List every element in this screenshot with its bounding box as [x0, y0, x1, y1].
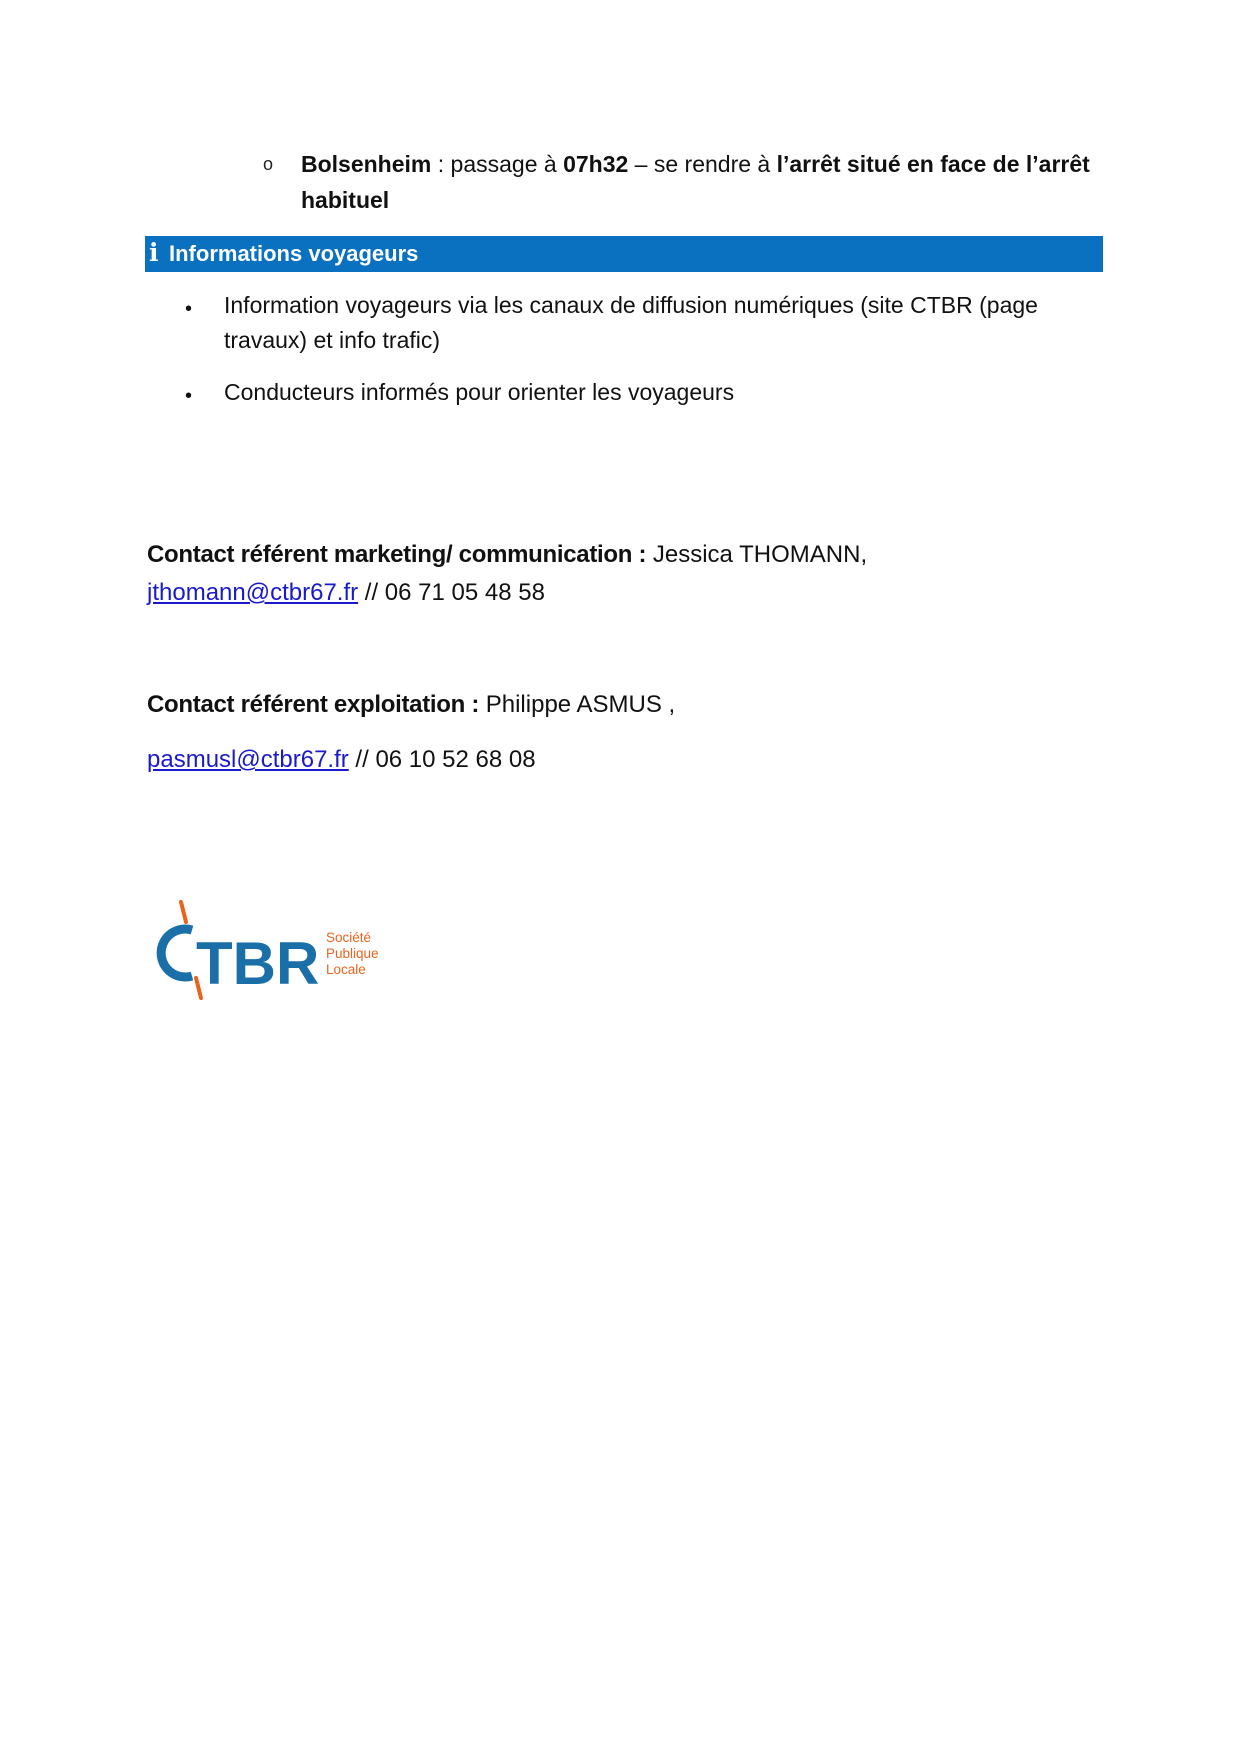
- contact-exploitation-line: [147, 689, 675, 721]
- contact-exploitation-name: Philippe ASMUS ,: [479, 691, 676, 718]
- instruction-text: l’arrêt situé en face de l’arrêt habituel: [301, 151, 1090, 213]
- contact-exploitation-email-link[interactable]: pasmusl@ctbr67.fr: [147, 746, 349, 773]
- bullet-item-conducteurs: Conducteurs informés pour orienter les voyageurs: [224, 379, 735, 405]
- contact-marketing-phone: // 06 71 05 48 58: [358, 579, 545, 606]
- place-name: Bolsenheim: [301, 151, 432, 177]
- bullet-item-information-voyageurs: Information voyageurs via les canaux de diffusion numériques (site CTBR (page travaux) et info trafic): [224, 292, 1038, 353]
- sub-bullet-text: [301, 146, 1101, 218]
- info-icon: i: [149, 238, 159, 267]
- logo-tagline-2: Publique: [326, 946, 379, 961]
- bullet-marker: •: [185, 298, 193, 320]
- logo-letter-c: [161, 929, 192, 977]
- logo-accent-top: [181, 902, 186, 922]
- passage-text: : passage à: [431, 151, 564, 177]
- section-title: Informations voyageurs: [169, 241, 419, 266]
- ctbr-logo: [150, 900, 400, 1005]
- contact-marketing-email-link[interactable]: jthomann@ctbr67.fr: [147, 579, 359, 606]
- section-header-informations-voyageurs: [145, 236, 1103, 272]
- contact-marketing-line: [147, 539, 867, 571]
- contact-exploitation-phone: // 06 10 52 68 08: [348, 746, 536, 773]
- logo-tagline-3: Locale: [326, 962, 366, 977]
- contact-marketing-details: [147, 577, 545, 609]
- contact-marketing-label: Contact référent marketing/ communication :: [147, 541, 647, 568]
- ctbr-logo-graphic: [150, 900, 400, 1005]
- contact-exploitation-details: [147, 744, 536, 776]
- passage-time: 07h32: [563, 151, 629, 177]
- bullet-marker: •: [185, 385, 193, 407]
- logo-letters-tbr: TBR: [196, 930, 320, 997]
- contact-marketing-name: Jessica THOMANN,: [646, 541, 868, 568]
- instruction-prefix: – se rendre à: [628, 151, 777, 177]
- contact-exploitation-label: Contact référent exploitation :: [147, 691, 480, 718]
- sub-bullet-marker: o: [263, 154, 274, 174]
- logo-tagline-1: Société: [326, 930, 372, 945]
